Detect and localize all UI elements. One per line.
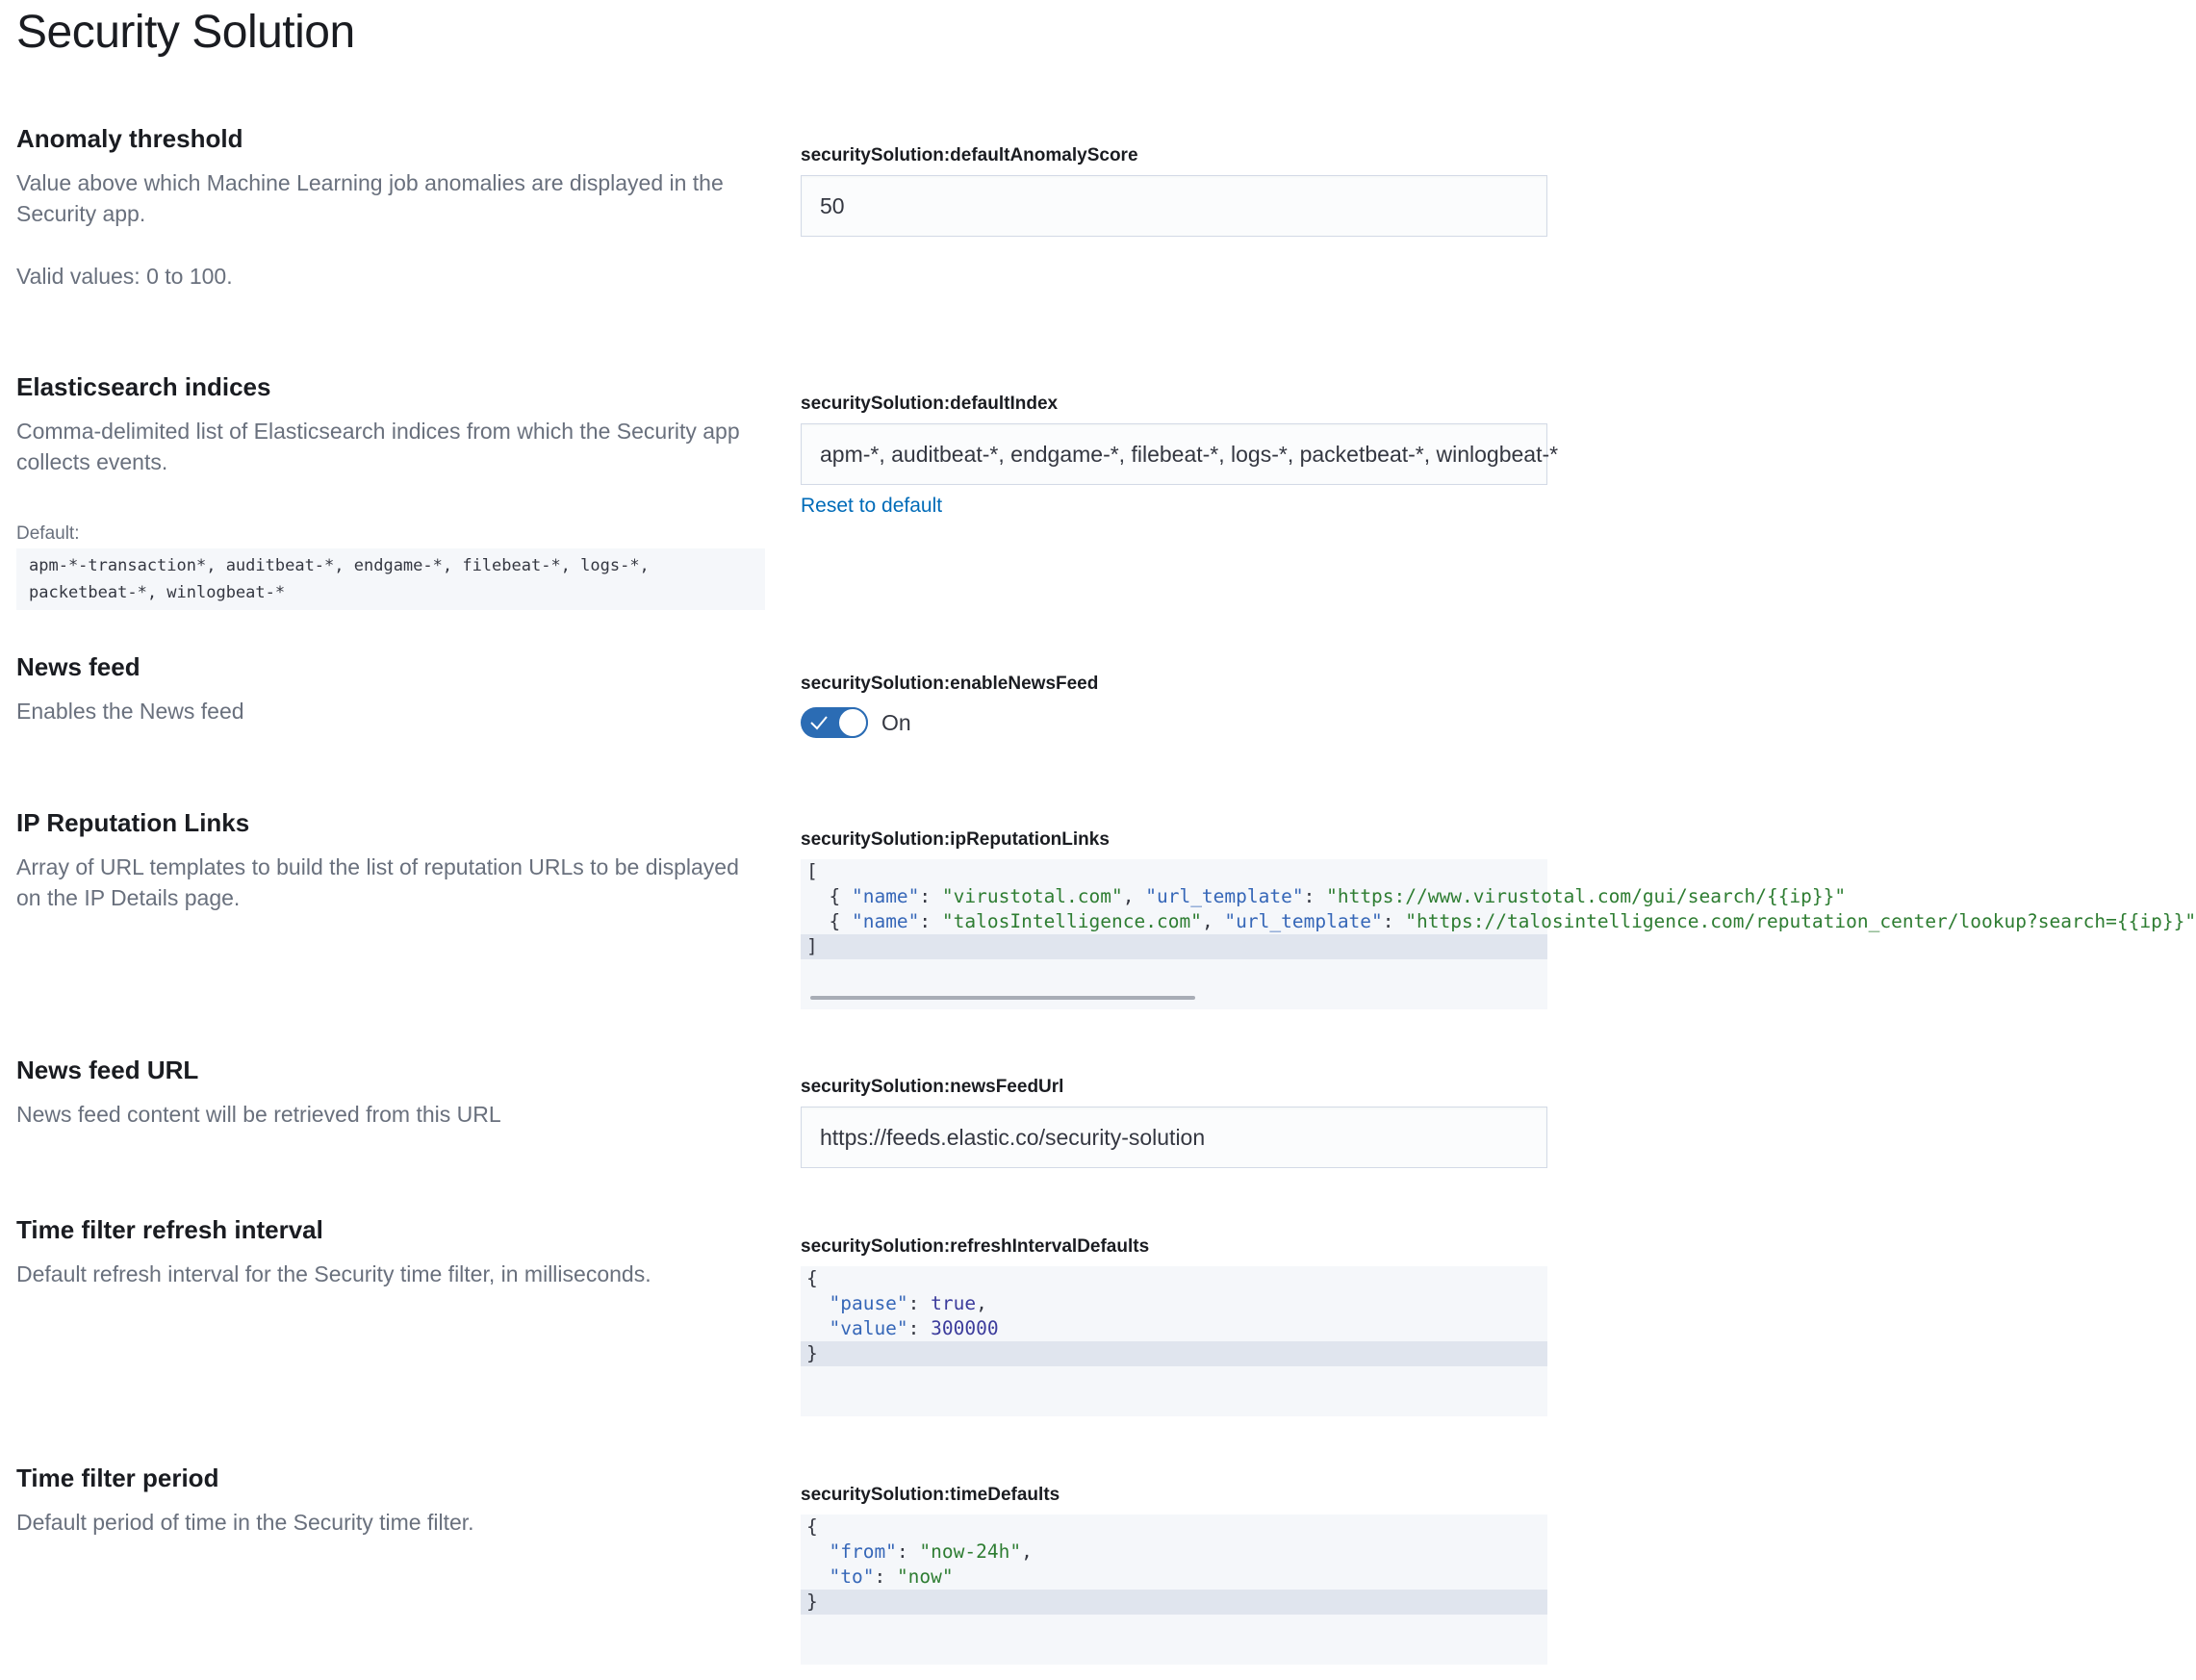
setting-title: Elasticsearch indices [16, 372, 271, 401]
setting-title: Anomaly threshold [16, 124, 243, 153]
code-line: "to": "now" [829, 1565, 954, 1588]
setting-description [16, 1507, 767, 1538]
field-key-label: securitySolution:timeDefaults [801, 1485, 1060, 1505]
code-line: "pause": true, [829, 1292, 987, 1314]
default-value-line: packetbeat-*, winlogbeat-* [29, 583, 286, 602]
code-token: "https://www.virustotal.com/gui/search/{{ip}}" [1326, 885, 1847, 907]
code-token: [ [806, 860, 818, 882]
setting-description [16, 852, 767, 913]
code-token: "virustotal.com" [941, 885, 1123, 907]
reset-to-default-link[interactable]: Reset to default [801, 495, 943, 517]
toggle-knob [837, 707, 868, 738]
setting-title: News feed URL [16, 1056, 199, 1084]
code-line [801, 859, 1547, 884]
setting-title: Time filter period [16, 1464, 219, 1492]
field-key-label: securitySolution:refreshIntervalDefaults [801, 1236, 1150, 1257]
code-line [801, 934, 1547, 959]
setting-description [16, 416, 767, 477]
code-line [801, 1341, 1547, 1366]
code-token: { [806, 1515, 818, 1538]
code-line: { "name": "virustotal.com", "url_template": "https://www.virustotal.com/gui/search/{{ip}}" [829, 885, 1847, 907]
code-token: "url_template" [1224, 910, 1383, 932]
default-value-code [16, 548, 765, 610]
field-key-label: securitySolution:defaultIndex [801, 394, 1059, 414]
code-token: "from" [829, 1540, 897, 1563]
default-value-line: apm-*-transaction*, auditbeat-*, endgame-*, filebeat-*, logs-*, [29, 556, 650, 575]
code-token: } [806, 1591, 818, 1613]
code-token: "pause" [829, 1292, 908, 1314]
description-text: Default refresh interval for the Security time filter, in milliseconds. [16, 1261, 651, 1286]
code-token: "url_template" [1145, 885, 1304, 907]
code-line [801, 1590, 1547, 1615]
code-line: "value": 300000 [829, 1317, 999, 1339]
code-line [801, 1266, 1547, 1291]
valid-values-text: Valid values: 0 to 100. [16, 264, 233, 289]
code-line: "from": "now-24h", [829, 1540, 1033, 1563]
field-key-label: securitySolution:enableNewsFeed [801, 674, 1099, 694]
field-key-label: securitySolution:newsFeedUrl [801, 1077, 1064, 1097]
code-line: { "name": "talosIntelligence.com", "url_template": "https://talosintelligence.com/reputation_center/lookup?search={{ip}}" [829, 910, 2196, 932]
description-text: Enables the News feed [16, 699, 244, 724]
time-defaults-code-editor[interactable] [801, 1515, 1547, 1665]
code-token: "talosIntelligence.com" [941, 910, 1202, 932]
code-token: true [931, 1292, 977, 1314]
code-token: "name" [851, 885, 920, 907]
toggle-label: On [881, 709, 911, 735]
field-key-label: securitySolution:defaultAnomalyScore [801, 145, 1138, 165]
code-token: ] [806, 935, 818, 957]
setting-description [16, 1259, 767, 1289]
toggle-track[interactable] [801, 707, 868, 738]
setting-description [16, 1099, 767, 1130]
news-feed-switch[interactable] [801, 705, 1547, 740]
setting-description [16, 167, 767, 292]
code-token: "now-24h" [919, 1540, 1022, 1563]
description-text: Array of URL templates to build the list of reputation URLs to be displayed on the IP Details page. [16, 854, 739, 910]
anomaly-score-input[interactable]: 50 [801, 175, 1547, 237]
code-token: 300000 [931, 1317, 999, 1339]
code-token: "name" [851, 910, 920, 932]
default-index-input[interactable]: apm-*, auditbeat-*, endgame-*, filebeat-*, logs-*, packetbeat-*, winlogbeat-* [801, 423, 1547, 485]
description-text: Comma-delimited list of Elasticsearch indices from which the Security app collects events. [16, 419, 740, 474]
page-title: Security Solution [16, 7, 355, 58]
code-line [801, 1515, 1547, 1540]
code-token: } [806, 1342, 818, 1364]
description-text: News feed content will be retrieved from this URL [16, 1102, 501, 1127]
code-token: { [806, 1267, 818, 1289]
description-text: Default period of time in the Security time filter. [16, 1510, 474, 1535]
code-token: "value" [829, 1317, 908, 1339]
setting-title: Time filter refresh interval [16, 1215, 323, 1244]
refresh-interval-code-editor[interactable] [801, 1266, 1547, 1416]
description-text: Value above which Machine Learning job anomalies are displayed in the Security app. [16, 170, 724, 226]
ip-reputation-code-editor[interactable] [801, 859, 2196, 1009]
setting-description [16, 696, 767, 726]
news-feed-url-input[interactable]: https://feeds.elastic.co/security-solution [801, 1107, 1547, 1168]
horizontal-scrollbar[interactable] [810, 996, 1195, 1000]
default-label: Default: [16, 523, 80, 544]
field-key-label: securitySolution:ipReputationLinks [801, 829, 1110, 850]
check-icon [810, 715, 828, 730]
code-token: "https://talosintelligence.com/reputation_center/lookup?search={{ip}}" [1405, 910, 2196, 932]
setting-title: News feed [16, 652, 140, 681]
code-token: "now" [896, 1565, 954, 1588]
code-token: "to" [829, 1565, 875, 1588]
setting-title: IP Reputation Links [16, 808, 250, 837]
